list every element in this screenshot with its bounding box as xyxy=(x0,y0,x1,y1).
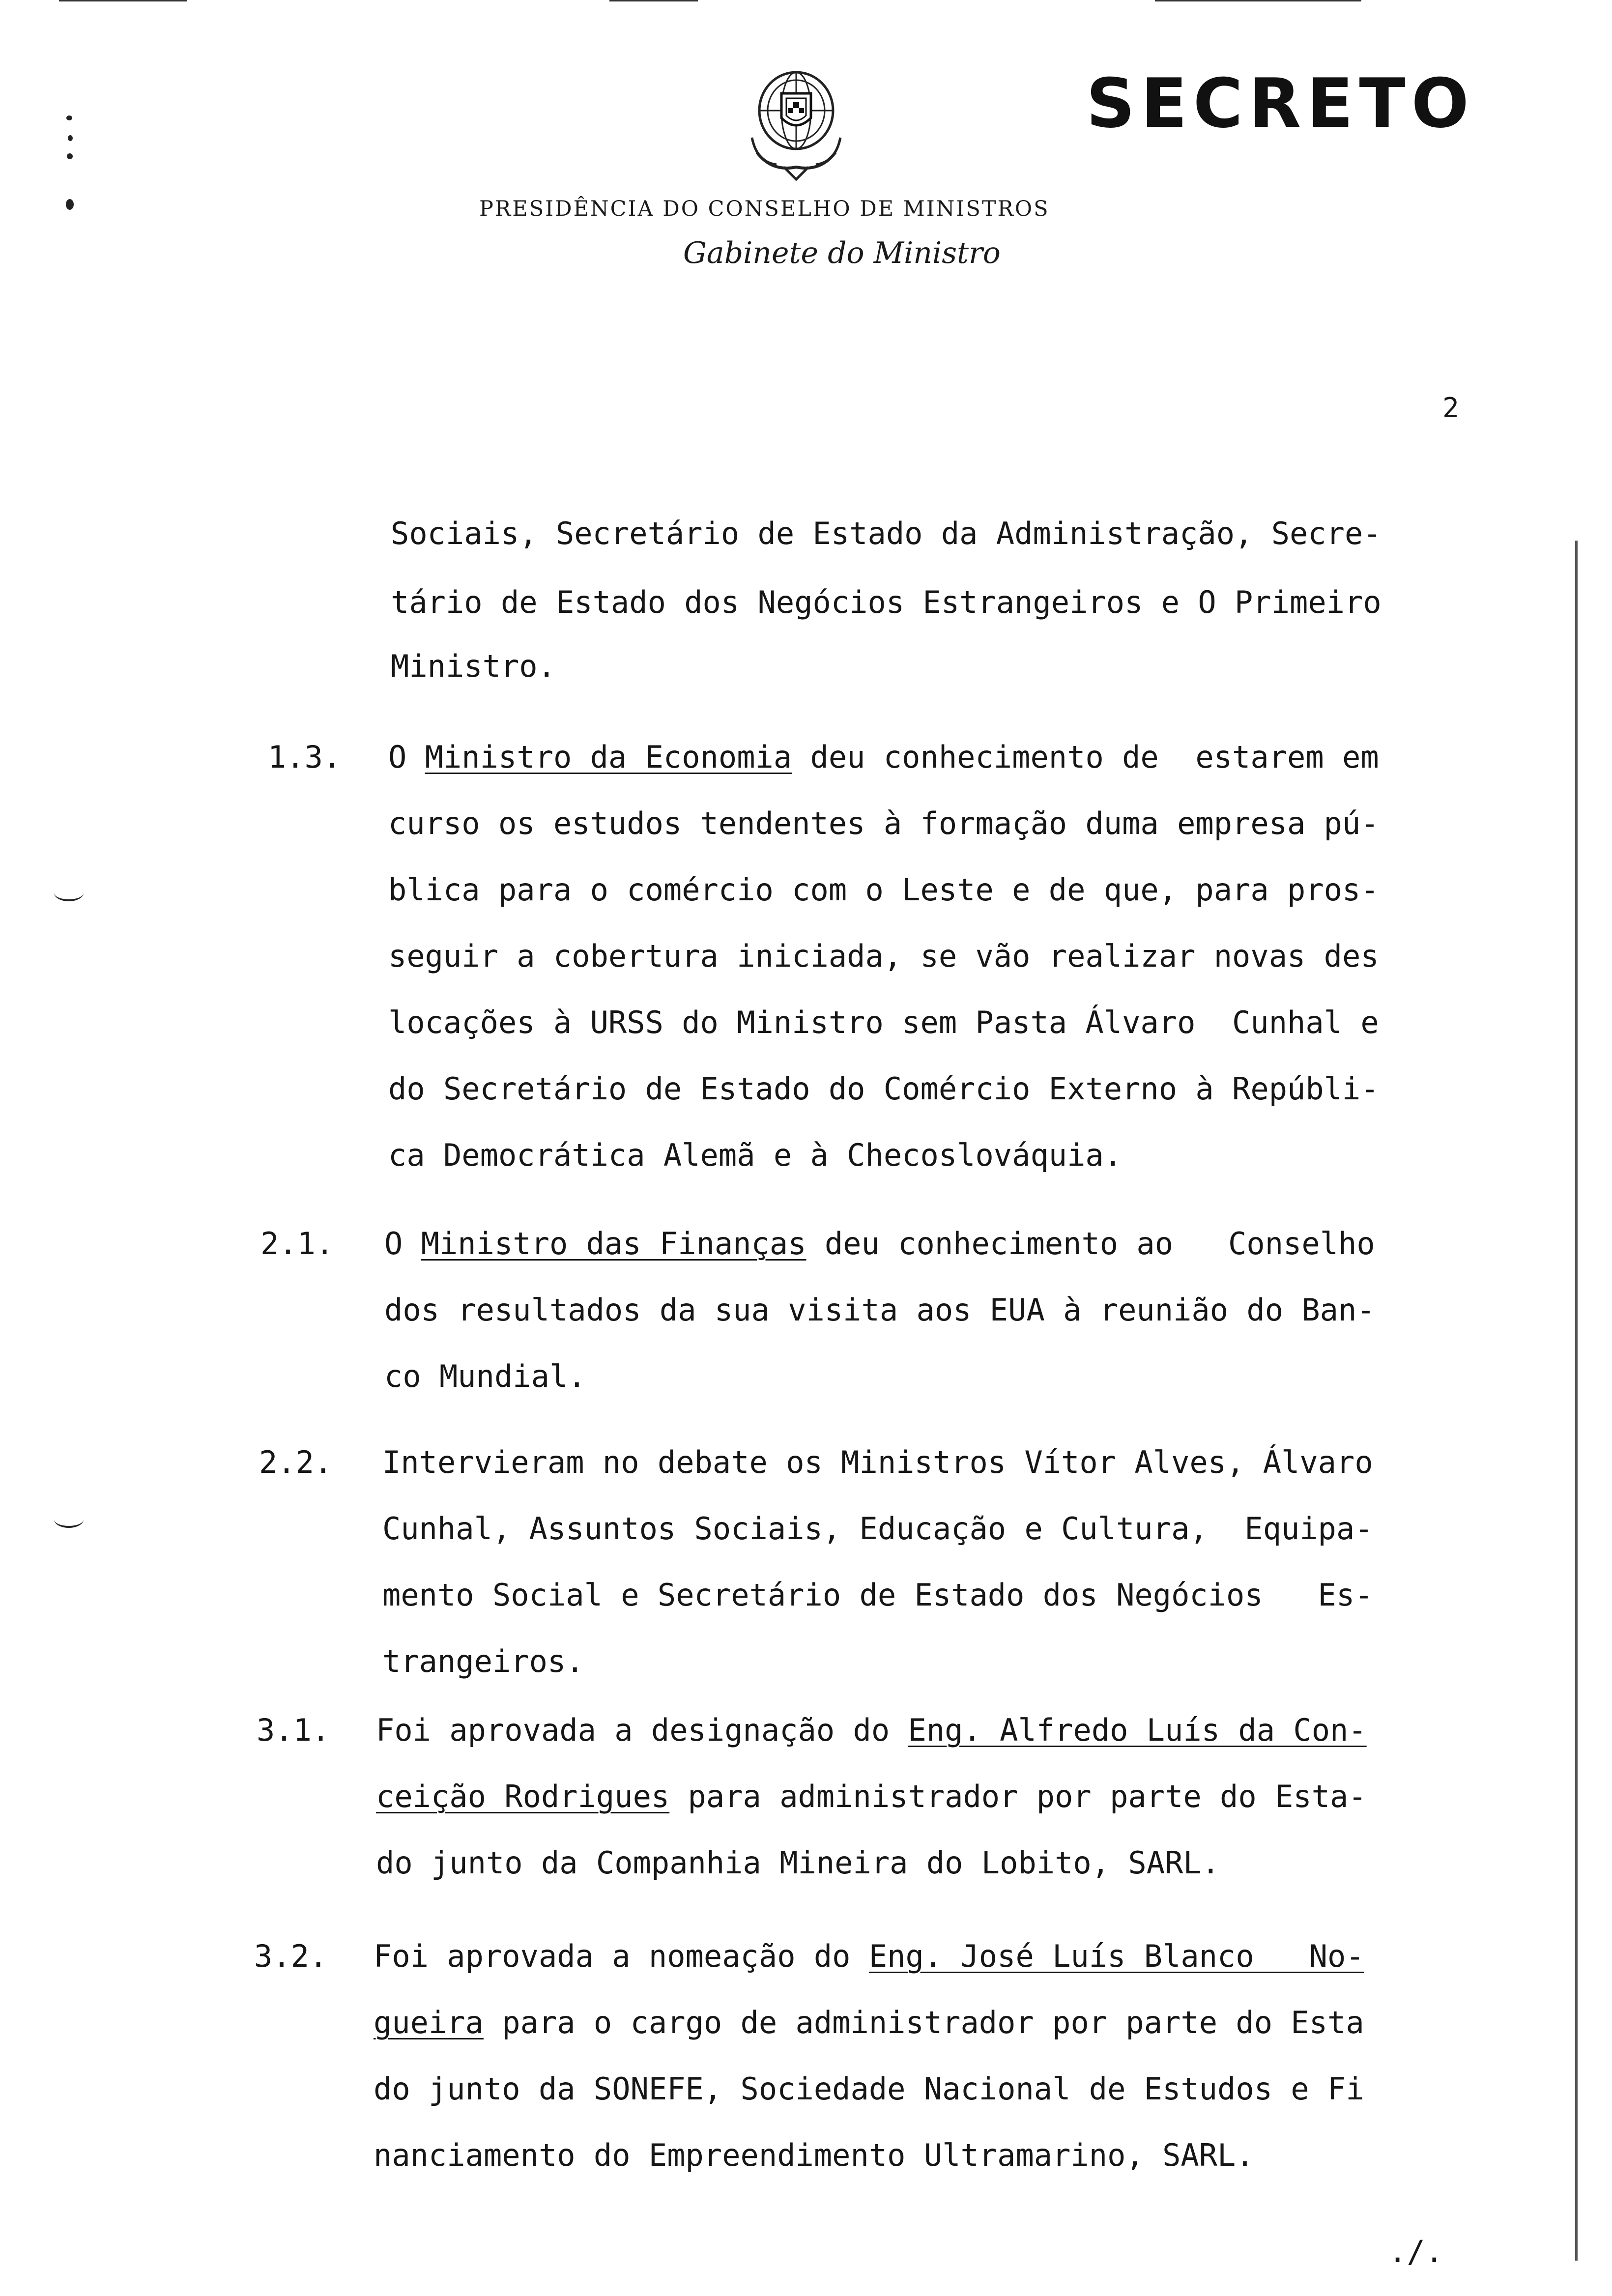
underlined-name: Ministro das Finanças xyxy=(421,1226,806,1262)
paragraph-line xyxy=(384,1358,586,1394)
underlined-name: Eng. José Luís Blanco No- xyxy=(868,1938,1364,1974)
text-segment: do junto da SONEFE, Sociedade Nacional de Estudos e Fi xyxy=(374,2071,1364,2107)
paragraph-line xyxy=(388,1137,1123,1173)
text-segment: para administrador por parte do Esta- xyxy=(669,1779,1367,1814)
scan-edge-line xyxy=(59,0,187,1)
text-segment: do Secretário de Estado do Comércio Externo à Repúbli- xyxy=(388,1071,1379,1107)
paragraph-line xyxy=(384,1226,1375,1262)
punch-hole-mark xyxy=(54,885,84,901)
paragraph-line xyxy=(388,805,1379,841)
text-segment: deu conhecimento ao Conselho xyxy=(806,1226,1375,1262)
paragraph-line xyxy=(382,1444,1373,1480)
scan-edge-line xyxy=(1155,0,1361,1)
text-segment: locações à URSS do Ministro sem Pasta Álvaro Cunhal e xyxy=(388,1004,1379,1040)
paragraph-line xyxy=(388,938,1379,974)
paragraph-line xyxy=(374,2071,1364,2107)
text-segment: tário de Estado dos Negócios Estrangeiros e O Primeiro xyxy=(391,584,1382,620)
continuation-mark: ./. xyxy=(1388,2234,1443,2269)
text-segment: co Mundial. xyxy=(384,1358,586,1394)
paragraph-line xyxy=(382,1643,584,1679)
classification-stamp: SECRETO xyxy=(1086,64,1475,143)
text-segment: blica para o comércio com o Leste e de que, para pros- xyxy=(388,872,1379,908)
paragraph-line xyxy=(388,872,1379,908)
scan-edge-line xyxy=(609,0,698,1)
paragraph-number: 1.3. xyxy=(268,739,342,775)
paragraph-line xyxy=(382,1577,1373,1613)
paragraph-number: 3.1. xyxy=(257,1712,330,1748)
text-segment: O xyxy=(388,739,425,775)
scan-speck xyxy=(66,199,74,210)
text-segment: para o cargo de administrador por parte do Esta xyxy=(483,2005,1364,2040)
text-segment: curso os estudos tendentes à formação duma empresa pú- xyxy=(388,805,1379,841)
scan-speck xyxy=(68,135,73,141)
paragraph-line xyxy=(374,2005,1364,2040)
text-segment: Cunhal, Assuntos Sociais, Educação e Cultura, Equipa- xyxy=(382,1511,1373,1547)
paragraph-number: 2.1. xyxy=(260,1226,334,1262)
paragraph-line xyxy=(376,1781,1367,1812)
text-segment: Intervieram no debate os Ministros Vítor Alves, Álvaro xyxy=(382,1444,1373,1480)
paragraph-line xyxy=(376,1712,1367,1748)
punch-hole-mark xyxy=(54,1511,84,1528)
underlined-name: Ministro da Economia xyxy=(425,739,792,775)
text-segment: do junto da Companhia Mineira do Lobito, SARL. xyxy=(376,1845,1220,1881)
paragraph-line xyxy=(388,739,1379,775)
text-segment: deu conhecimento de estarem em xyxy=(792,739,1379,775)
text-segment: mento Social e Secretário de Estado dos Negócios Es- xyxy=(382,1577,1373,1613)
paragraph-line xyxy=(391,648,556,684)
text-segment: Sociais, Secretário de Estado da Administração, Secre- xyxy=(391,516,1382,551)
underlined-name: Eng. Alfredo Luís da Con- xyxy=(908,1712,1367,1748)
text-segment: O xyxy=(384,1226,421,1262)
text-segment: dos resultados da sua visita aos EUA à reunião do Ban- xyxy=(384,1292,1375,1328)
paragraph-number: 3.2. xyxy=(254,1938,328,1974)
text-segment: trangeiros. xyxy=(382,1643,584,1679)
underlined-name: ceição Rodrigues xyxy=(376,1779,670,1814)
coat-of-arms-icon xyxy=(737,59,855,187)
text-segment: ca Democrática Alemã e à Checoslováquia. xyxy=(388,1137,1123,1173)
paragraph-line xyxy=(388,1071,1379,1107)
scan-speck xyxy=(67,153,73,159)
text-segment: Foi aprovada a designação do xyxy=(376,1712,908,1748)
text-segment: seguir a cobertura iniciada, se vão realizar novas des xyxy=(388,938,1379,974)
text-segment: Ministro. xyxy=(391,648,556,684)
paragraph-line xyxy=(391,518,1382,549)
text-segment: nanciamento do Empreendimento Ultramarino, SARL. xyxy=(374,2137,1254,2173)
paragraph-line xyxy=(374,1938,1364,1974)
underlined-name: gueira xyxy=(374,2005,484,2040)
scan-speck xyxy=(66,115,72,120)
scan-edge-line xyxy=(1575,541,1578,2261)
page-number: 2 xyxy=(1442,392,1459,424)
paragraph-number: 2.2. xyxy=(259,1444,333,1480)
paragraph-line xyxy=(391,584,1382,620)
paragraph-line xyxy=(376,1845,1220,1881)
text-segment: Foi aprovada a nomeação do xyxy=(374,1938,869,1974)
paragraph-line xyxy=(382,1511,1373,1547)
cabinet-subheading: Gabinete do Ministro xyxy=(683,236,1001,270)
paragraph-line xyxy=(374,2137,1254,2173)
paragraph-line xyxy=(384,1292,1375,1328)
paragraph-line xyxy=(388,1004,1379,1040)
office-heading: PRESIDÊNCIA DO CONSELHO DE MINISTROS xyxy=(479,197,1050,221)
